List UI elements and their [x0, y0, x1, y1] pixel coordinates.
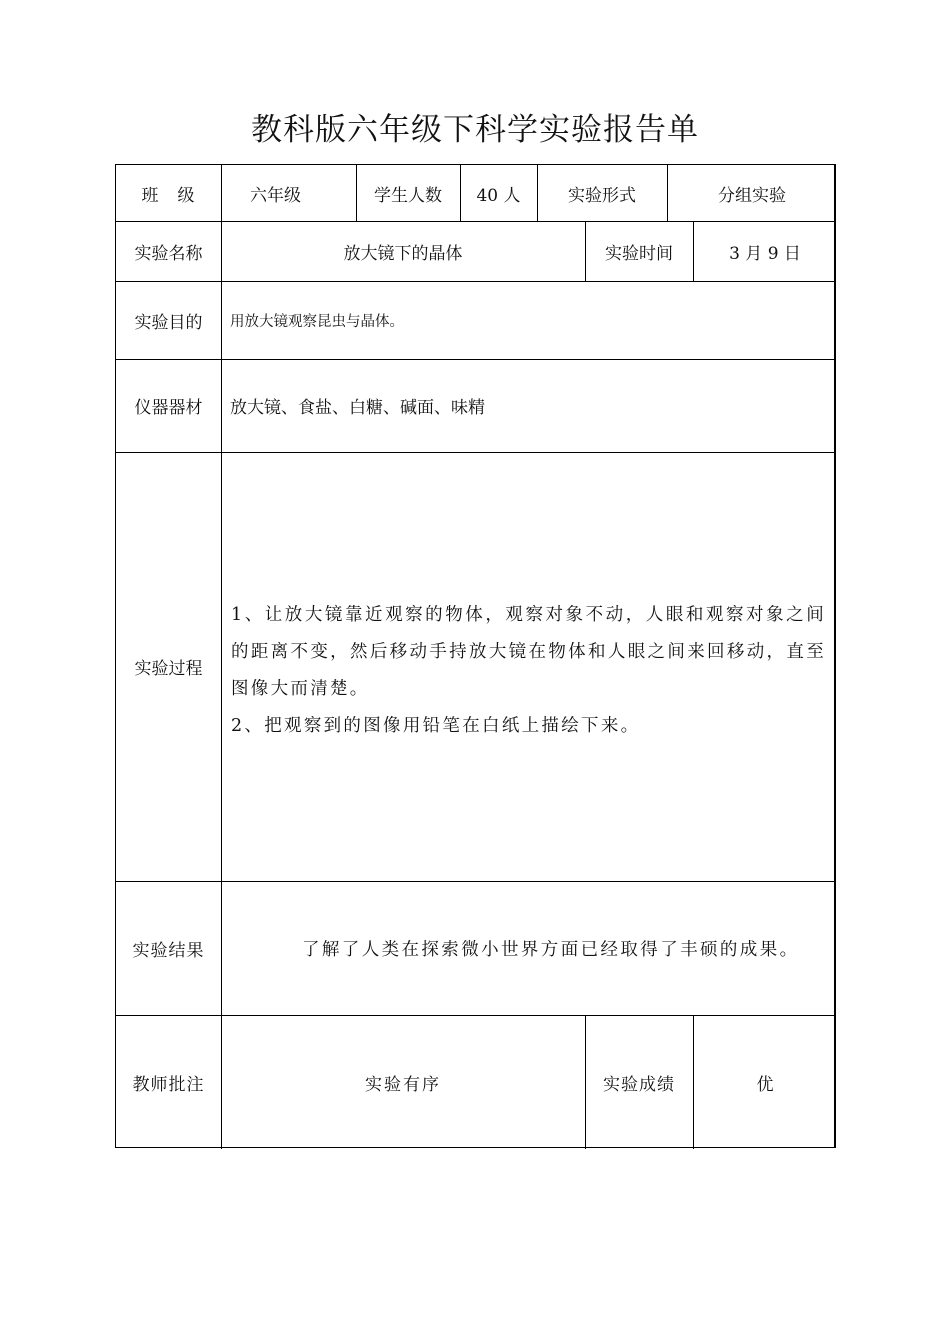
result-label: 实验结果 [132, 940, 205, 961]
teacher-comment-label: 教师批注 [132, 1074, 205, 1095]
students-label: 学生人数 [374, 185, 442, 206]
form-value: 分组实验 [718, 185, 786, 206]
process-step: 2、把观察到的图像用铅笔在白纸上描绘下来。 [231, 716, 641, 736]
class-label: 班 级 [141, 185, 196, 206]
process-steps [231, 597, 826, 745]
form-label: 实验形式 [568, 185, 636, 206]
report-table [115, 164, 836, 1148]
result-value: 了解了人类在探索微小世界方面已经取得了丰硕的成果。 [302, 939, 800, 960]
class-value: 六年级 [250, 185, 301, 206]
column-divider [221, 165, 222, 1149]
grade-value: 优 [756, 1074, 774, 1095]
students-value: 40 人 [476, 185, 521, 206]
experiment-name-label: 实验名称 [134, 243, 203, 264]
purpose-label: 实验目的 [134, 312, 203, 333]
experiment-time-label: 实验时间 [605, 243, 673, 264]
page-title: 教科版六年级下科学实验报告单 [251, 112, 699, 148]
equipment-label: 仪器器材 [134, 398, 203, 418]
purpose-value: 用放大镜观察昆虫与晶体。 [230, 313, 404, 330]
equipment-value: 放大镜、食盐、白糖、碱面、味精 [230, 398, 485, 418]
teacher-comment-value: 实验有序 [365, 1074, 441, 1095]
process-label: 实验过程 [134, 659, 203, 679]
process-step: 1、让放大镜靠近观察的物体，观察对象不动，人眼和观察对象之间的距离不变，然后移动手持放大镜在物体和人眼之间来回移动，直至图像大而清楚。 [231, 605, 826, 699]
experiment-name-value: 放大镜下的晶体 [343, 243, 463, 264]
grade-label: 实验成绩 [603, 1074, 675, 1095]
experiment-time-value: 3 月 9 日 [729, 243, 801, 264]
row-divider [116, 452, 834, 453]
